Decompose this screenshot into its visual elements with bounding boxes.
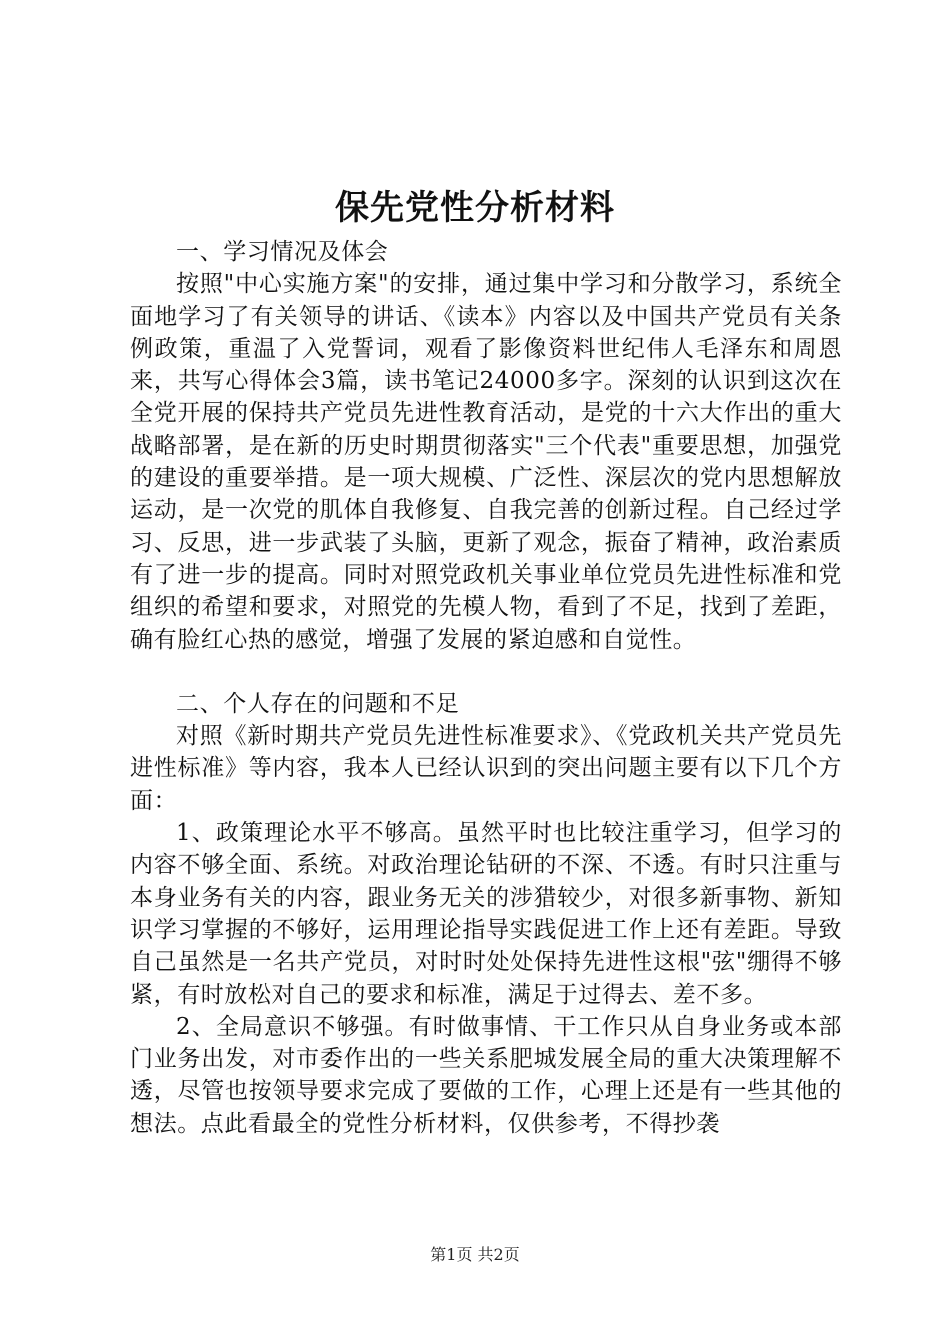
document-title: 保先党性分析材料 [335, 188, 615, 228]
document-body [130, 236, 842, 1140]
section2-intro-paragraph: 对照《新时期共产党员先进性标准要求》、《党政机关共产党员先进性标准》等内容，我本人已经认识到的突出问题主要有以下几个方面： [130, 723, 842, 814]
section2-item-2: 2、全局意识不够强。有时做事情、干工作只从自身业务或本部门业务出发，对市委作出的一些关系肥城发展全局的重大决策理解不透，尽管也按领导要求完成了要做的工作，心理上还是有一些其他的想法。点此看最全的党性分析材料，仅供参考，不得抄袭 [130, 1013, 842, 1137]
section2-heading: 二、个人存在的问题和不足 [176, 690, 460, 717]
section1-heading: 一、学习情况及体会 [176, 239, 389, 265]
section2-item-1: 1、政策理论水平不够高。虽然平时也比较注重学习，但学习的内容不够全面、系统。对政治理论钻研的不深、不透。有时只注重与本身业务有关的内容，跟业务无关的涉猎较少，对很多新事物、新知识学习掌握的不够好，运用理论指导实践促进工作上还有差距。导致自己虽然是一名共产党员，对时时处处保持先进性这根"弦"绷得不够紧，有时放松对自己的要求和标准，满足于过得去、差不多。 [130, 820, 842, 1008]
section-spacer [130, 656, 842, 688]
section1-paragraph: 按照"中心实施方案"的安排，通过集中学习和分散学习，系统全面地学习了有关领导的讲话、《读本》内容以及中国共产党员有关条例政策，重温了入党誓词，观看了影像资料世纪伟人毛泽东和周恩来，共写心得体会3篇，读书笔记24000多字。深刻的认识到这次在全党开展的保持共产党员先进性教育活动，是党的十六大作出的重大战略部署，是在新的历史时期贯彻落实"三个代表"重要思想，加强党的建设的重要举措。是一项大规模、广泛性、深层次的党内思想解放运动，是一次党的肌体自我修复、自我完善的创新过程。自己经过学习、反思，进一步武装了头脑，更新了观念，振奋了精神，政治素质有了进一步的提高。同时对照党政机关事业单位党员先进性标准和党组织的希望和要求，对照党的先模人物，看到了不足，找到了差距，确有脸红心热的感觉，增强了发展的紧迫感和自觉性。 [130, 271, 842, 653]
page-number-footer: 第1页 共2页 [430, 1245, 520, 1264]
